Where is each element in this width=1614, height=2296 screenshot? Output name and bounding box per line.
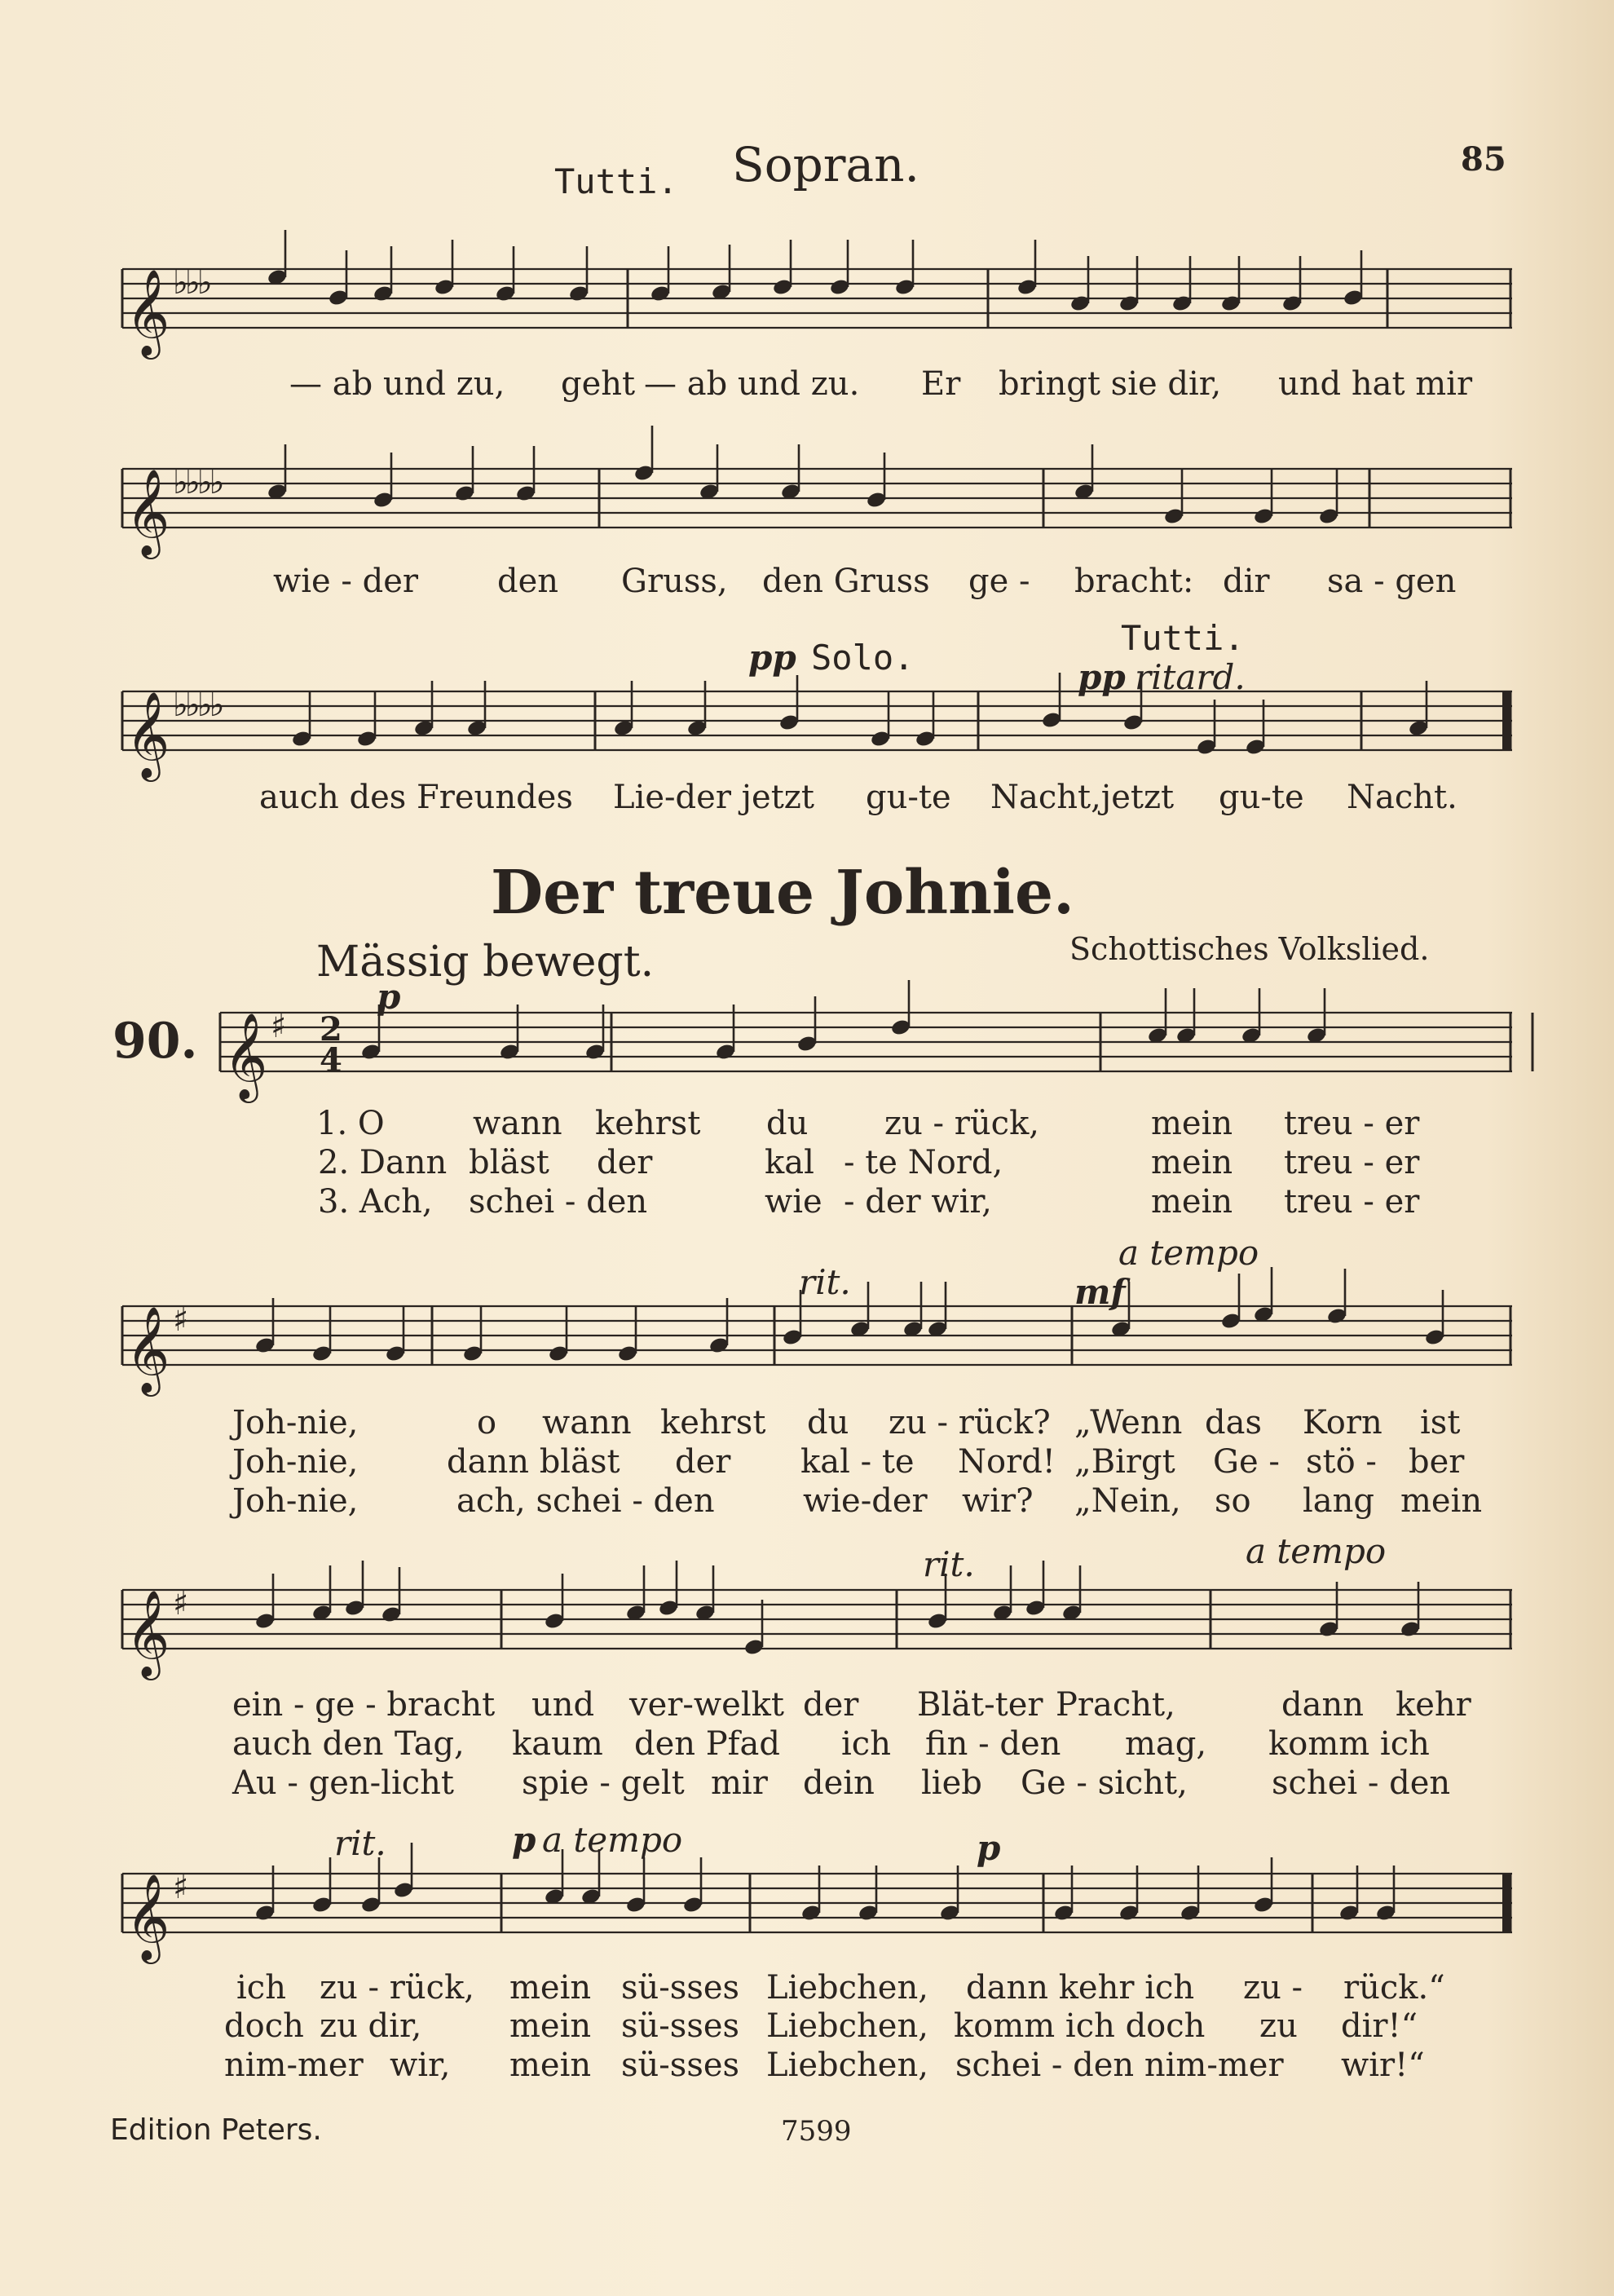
s5v3-10: mein [1400, 1482, 1483, 1520]
s6v2-4: den Pfad [634, 1725, 780, 1763]
publisher-imprint: Edition Peters. [110, 2113, 322, 2147]
staff-system-2 [122, 461, 1512, 559]
s5v2-8: Ge - [1213, 1443, 1280, 1481]
dynamic-pp-solo: pp [748, 638, 796, 678]
s7v2-2: zu dir, [320, 2007, 422, 2045]
page-number: 85 [1461, 140, 1506, 179]
s7v3-2: wir, [390, 2047, 451, 2084]
lyric-s3-6: Nacht. [1347, 779, 1457, 816]
s6v1-1: ein - ge - bracht [232, 1686, 496, 1724]
rit-s6: rit. [923, 1544, 975, 1584]
lyric-s3-4: Nacht,jetzt [990, 779, 1175, 816]
s5v2-5: kal - te [800, 1443, 915, 1481]
v1-4: du [766, 1105, 809, 1142]
s5v2-10: ber [1409, 1443, 1465, 1481]
a-tempo-s7: a tempo [542, 1820, 683, 1860]
v3-6: mein [1151, 1183, 1233, 1221]
time-signature-bottom: 4 [320, 1041, 342, 1080]
lyric-s3-1: auch des Freundes [259, 779, 573, 816]
key-signature: ♯ [173, 1301, 186, 1339]
s7v3-4: sü-sses [621, 2047, 740, 2084]
s5v3-6: wir? [962, 1482, 1034, 1520]
s5v1-10: ist [1420, 1404, 1461, 1442]
rit-s5: rit. [799, 1262, 851, 1302]
v3-7: treu - er [1284, 1183, 1420, 1221]
lyric-s1-5: bringt sie dir, [999, 365, 1222, 403]
s6v1-8: kehr [1396, 1686, 1471, 1724]
v1-7: treu - er [1284, 1105, 1420, 1142]
v1-6: mein [1151, 1105, 1233, 1142]
s6v3-5: lieb [921, 1764, 982, 1802]
lyric-s2-8: sa - gen [1327, 563, 1457, 600]
v2-3: der [597, 1144, 653, 1181]
s7v2-3: mein [509, 2007, 592, 2045]
treble-clef-icon: 𝄞 [126, 468, 170, 555]
ritard-marking: ritard. [1135, 657, 1246, 697]
s5v2-9: stö - [1306, 1443, 1377, 1481]
s7v3-6: schei - den nim-mer [955, 2047, 1284, 2084]
s7v1-6: dann kehr ich [966, 1969, 1195, 2007]
s5v3-8: so [1215, 1482, 1251, 1520]
lyric-s2-6: bracht: [1074, 563, 1194, 600]
v3-5: - der wir, [844, 1183, 992, 1221]
s6v2-2: Tag, [395, 1725, 465, 1763]
s6v2-5: ich [841, 1725, 891, 1763]
song-title: Der treue Johnie. [491, 858, 1074, 928]
lyric-s1-2: geht [561, 365, 636, 403]
treble-clef-icon: 𝄞 [223, 1012, 268, 1099]
song-origin: Schottisches Volkslied. [1069, 931, 1430, 967]
s5v3-7: „Nein, [1074, 1482, 1181, 1520]
v3-2: schei - den [469, 1183, 648, 1221]
final-barline [1502, 1874, 1510, 1932]
s5v1-6: zu - rück? [889, 1404, 1051, 1442]
key-signature: ♯ [271, 1008, 284, 1045]
s5v1-9: Korn [1303, 1404, 1382, 1442]
s7v1-3: mein [509, 1969, 592, 2007]
s7v3-8: wir!“ [1341, 2047, 1425, 2084]
s7v2-8: dir!“ [1341, 2007, 1418, 2045]
s7v1-2: zu - rück, [320, 1969, 475, 2007]
dynamic-p-start: p [377, 977, 401, 1017]
s7v3-5: Liebchen, [766, 2047, 928, 2084]
v1-5: zu - rück, [884, 1105, 1040, 1142]
s5v2-7: „Birgt [1074, 1443, 1175, 1481]
s5v3-1: Joh-nie, [232, 1482, 359, 1520]
v2-6: mein [1151, 1144, 1233, 1181]
v2-4: kal [765, 1144, 814, 1181]
s6v2-1: auch den [232, 1725, 384, 1763]
s6v3-4: dein [803, 1764, 875, 1802]
s7v1-4: sü-sses [621, 1969, 740, 2007]
treble-clef-icon: 𝄞 [126, 1305, 170, 1393]
s6v1-7: dann [1281, 1686, 1364, 1724]
staff-system-4 [220, 1004, 1512, 1102]
s7v3-3: mein [509, 2047, 592, 2084]
s6v3-1: Au - gen-licht [232, 1764, 454, 1802]
treble-clef-icon: 𝄞 [126, 691, 170, 778]
s6v2-3: kaum [512, 1725, 603, 1763]
s5v2-4: der [675, 1443, 731, 1481]
s5v3-9: lang [1303, 1482, 1375, 1520]
tutti-marking-2: Tutti. [1121, 618, 1245, 658]
dynamic-p-s7: p [977, 1828, 1001, 1868]
s7v2-4: sü-sses [621, 2007, 740, 2045]
song-number: 90. [112, 1013, 198, 1070]
treble-clef-icon: 𝄞 [126, 1589, 170, 1676]
s6v3-7: schei - den [1272, 1764, 1451, 1802]
s5v1-2: o [477, 1404, 497, 1442]
s7v2-1: doch [224, 2007, 304, 2045]
lyric-s1-4: Er [921, 365, 961, 403]
staff-system-6 [122, 1582, 1512, 1680]
s7v1-7: zu - [1243, 1969, 1303, 2007]
time-signature-top: 2 [320, 1010, 342, 1049]
s6v1-3: ver-welkt [629, 1686, 784, 1724]
lyric-s1-3: — ab und zu. [644, 365, 860, 403]
part-label: Sopran. [732, 137, 919, 192]
s6v2-7: mag, [1125, 1725, 1207, 1763]
s5v2-2: dann bläst [447, 1443, 620, 1481]
a-tempo-s5: a tempo [1118, 1233, 1259, 1273]
s6v1-6: Pracht, [1056, 1686, 1175, 1724]
v3-1: 3. Ach, [318, 1183, 433, 1221]
key-signature: ♭♭♭♭ [173, 687, 222, 724]
staff-system-7 [122, 1866, 1512, 1963]
s7v3-1: nim-mer [224, 2047, 364, 2084]
s5v3-2: ach, schei - den [456, 1482, 715, 1520]
s5v2-1: Joh-nie, [232, 1443, 359, 1481]
s6v3-6: Ge - sicht, [1021, 1764, 1188, 1802]
tutti-marking: Tutti. [554, 161, 678, 201]
lyric-s3-5: gu-te [1219, 779, 1304, 816]
final-barline [1502, 691, 1510, 750]
s5v1-3: wann [542, 1404, 632, 1442]
v3-4: wie [765, 1183, 822, 1221]
lyric-s2-5: ge - [968, 563, 1030, 600]
tempo-marking: Mässig bewegt. [316, 938, 655, 987]
dynamic-pp-ritard: pp [1078, 657, 1126, 697]
s6v2-8: komm ich [1268, 1725, 1430, 1763]
lyric-s2-2: den [497, 563, 559, 600]
lyric-s2-4: den Gruss [762, 563, 930, 600]
s7v1-5: Liebchen, [766, 1969, 928, 2007]
s5v1-8: das [1205, 1404, 1262, 1442]
s6v1-4: der [803, 1686, 859, 1724]
v2-5: - te Nord, [844, 1144, 1003, 1181]
lyric-s2-3: Gruss, [621, 563, 728, 600]
solo-marking: Solo. [811, 638, 915, 678]
lyric-s3-2: Lie-der jetzt [613, 779, 814, 816]
key-signature: ♭♭♭ [173, 264, 209, 302]
v2-1: 2. Dann [318, 1144, 448, 1181]
rit-s7: rit. [334, 1823, 386, 1863]
s6v2-6: fin - den [925, 1725, 1061, 1763]
v1-3: kehrst [595, 1105, 701, 1142]
staff-system-3 [122, 683, 1512, 781]
v2-2: bläst [469, 1144, 549, 1181]
dynamic-p-a-tempo: p [512, 1820, 536, 1860]
s5v3-5: wie-der [803, 1482, 928, 1520]
treble-clef-icon: 𝄞 [126, 268, 170, 355]
s5v1-1: Joh-nie, [232, 1404, 359, 1442]
v2-7: treu - er [1284, 1144, 1420, 1181]
plate-number: 7599 [781, 2115, 852, 2148]
s6v3-2: spie - gelt [522, 1764, 685, 1802]
a-tempo-s6: a tempo [1246, 1531, 1387, 1571]
lyric-s3-3: gu-te [866, 779, 951, 816]
s7v2-5: Liebchen, [766, 2007, 928, 2045]
v1-2: wann [473, 1105, 562, 1142]
s7v1-1: ich [236, 1969, 286, 2007]
s5v1-5: du [807, 1404, 849, 1442]
lyric-s1-1: — ab und zu, [289, 365, 505, 403]
lyric-s2-7: dir [1223, 563, 1270, 600]
s6v1-5: Blät-ter [917, 1686, 1043, 1724]
key-signature: ♭♭♭♭ [173, 464, 222, 501]
s7v2-6: komm ich doch [954, 2007, 1206, 2045]
dynamic-mf: mf [1074, 1272, 1126, 1312]
lyric-s2-1: wie - der [273, 563, 419, 600]
s7v1-8: rück.“ [1343, 1969, 1445, 2007]
key-signature: ♯ [173, 1585, 186, 1623]
staff-system-1 [122, 261, 1512, 359]
s6v1-2: und [531, 1686, 595, 1724]
lyric-s1-6: und hat mir [1278, 365, 1473, 403]
treble-clef-icon: 𝄞 [126, 1873, 170, 1960]
staff-system-5 [122, 1298, 1512, 1396]
v1-1: 1. O [316, 1105, 385, 1142]
s6v3-3: mir [711, 1764, 768, 1802]
s7v2-7: zu [1259, 2007, 1298, 2045]
s5v1-7: „Wenn [1074, 1404, 1183, 1442]
s5v2-6: Nord! [958, 1443, 1056, 1481]
s5v1-4: kehrst [660, 1404, 766, 1442]
key-signature: ♯ [173, 1869, 186, 1906]
